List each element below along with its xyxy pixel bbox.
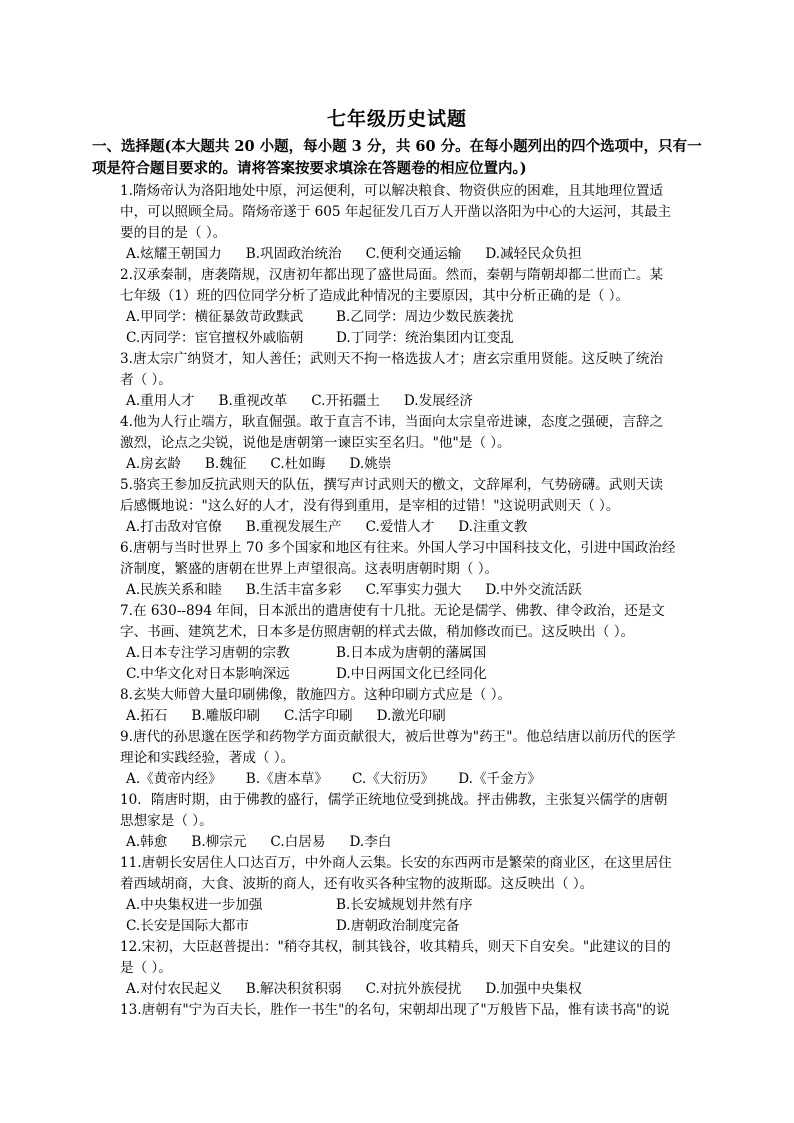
answer-option: D.注重文教 (458, 519, 528, 535)
answer-option: A.炫耀王朝国力 (126, 246, 222, 262)
page-title: 七年级历史试题 (326, 108, 467, 130)
option-row (120, 244, 676, 265)
answer-option: A.中央集权进一步加强 (126, 897, 263, 913)
option-row (120, 517, 676, 538)
option-row (120, 832, 676, 853)
answer-option: C.对抗外族侵扰 (365, 981, 462, 997)
answer-option: C.中华文化对日本影响深远 (126, 666, 290, 682)
answer-option: D.姚崇 (349, 456, 392, 472)
answer-option: B.雕版印刷 (191, 708, 261, 724)
answer-option: B.日本成为唐朝的藩属国 (336, 645, 487, 661)
answer-option: D.《千金方》 (458, 771, 541, 787)
answer-option: B.魏征 (204, 456, 247, 472)
answer-option: B.重视发展生产 (245, 519, 342, 535)
question-stem: 8.玄奘大师曾大量印刷佛像，散施四方。这种印刷方式应是（ ）。 (120, 687, 512, 703)
question-item (120, 937, 676, 1000)
answer-option: B.解决积贫积弱 (245, 981, 342, 997)
question-stem: 3.唐太宗广纳贤才，知人善任；武则天不拘一格选拔人才；唐玄宗重用贤能。这反映了统治者（ ）。 (120, 351, 664, 388)
answer-option: C.便利交通运输 (365, 246, 462, 262)
question-stem: 7.在 630--894 年间，日本派出的遣唐使有十几批。无论是儒学、佛教、律令政治，还是文字、书画、建筑艺术，日本多是仿照唐朝的样式去做，稍加修改而已。这反映出（ ）。 (120, 603, 665, 640)
option-row (120, 307, 676, 349)
answer-option: D.中日两国文化已经同化 (336, 666, 487, 682)
answer-option: C.杜如晦 (270, 456, 326, 472)
answer-option: C.军事实力强大 (365, 582, 462, 598)
answer-option: C.长安是国际大都市 (126, 918, 249, 934)
answer-option: A.民族关系和睦 (126, 582, 222, 598)
question-stem: 10．隋唐时期，由于佛教的盛行，儒学正统地位受到挑战。抨击佛教，主张复兴儒学的唐朝思想家是（ ）。 (120, 792, 668, 829)
question-item (120, 265, 676, 349)
answer-option: D.李白 (349, 834, 392, 850)
answer-option: C.开拓疆土 (311, 393, 380, 409)
answer-option: B.《唐本草》 (245, 771, 328, 787)
question-stem: 13.唐朝有"宁为百夫长，胜作一书生"的名句，宋朝却出现了"万般皆下品，惟有读书高"的说 (120, 1002, 670, 1018)
section-heading: 一、选择题(本大题共 20 小题，每小题 3 分，共 60 分。在每小题列出的四个选项中，只有一项是符合题目要求的。请将答案按要求填涂在答题卷的相应位置内。) (92, 138, 702, 177)
answer-option: B.重视改革 (218, 393, 288, 409)
question-item (120, 412, 676, 475)
question-item (120, 538, 676, 601)
answer-option: A.对付农民起义 (126, 981, 222, 997)
option-row (120, 769, 676, 790)
question-item (120, 601, 676, 685)
answer-option: A.甲同学：横征暴敛苛政黩武 (126, 309, 304, 325)
answer-option: D.激光印刷 (376, 708, 446, 724)
question-stem: 1.隋炀帝认为洛阳地处中原，河运便利，可以解决粮食、物资供应的困难，且其地理位置适中，可以照顾全局。隋炀帝遂于 605 年起征发几百万人开凿以洛阳为中心的大运河，其最主要的目的是（ ）。 (120, 183, 672, 241)
answer-option: C.活字印刷 (284, 708, 353, 724)
question-stem: 11.唐朝长安居住人口达百万，中外商人云集。长安的东西两市是繁荣的商业区，在这里居住着西域胡商，大食、波斯的商人，还有收买各种宝物的波斯邸。这反映出（ ）。 (120, 855, 672, 892)
question-stem: 2.汉承秦制，唐袭隋规，汉唐初年都出现了盛世局面。然而，秦朝与隋朝却都二世而亡。某七年级（1）班的四位同学分析了造成此种情况的主要原因，其中分析正确的是（ ）。 (120, 267, 664, 304)
answer-option: A.《黄帝内经》 (126, 771, 222, 787)
question-item (120, 1000, 676, 1021)
answer-option: A.打击敌对官僚 (126, 519, 222, 535)
question-stem: 12.宋初，大臣赵普提出："稍夺其权，制其钱谷，收其精兵，则天下自安矣。"此建议的目的是（ ）。 (120, 939, 671, 976)
question-stem: 5.骆宾王参加反抗武则天的队伍，撰写声讨武则天的檄文，文辞犀利，气势磅礴。武则天读后感慨地说："这么好的人才，没有得到重用，是宰相的过错！"这说明武则天（ ）。 (120, 477, 664, 514)
option-row (120, 580, 676, 601)
question-stem: 6.唐朝与当时世界上 70 多个国家和地区有往来。外国人学习中国科技文化，引进中国政治经济制度，繁盛的唐朝在世界上声望很高。这表明唐朝时期（ ）。 (120, 540, 676, 577)
answer-option: C.白居易 (270, 834, 326, 850)
answer-option: C.《大衍历》 (351, 771, 435, 787)
answer-option: A.房玄龄 (126, 456, 181, 472)
answer-option: D.发展经济 (403, 393, 473, 409)
answer-option: D.加强中央集权 (485, 981, 582, 997)
answer-option: B.乙同学：周边少数民族袭扰 (336, 309, 514, 325)
answer-option: D.丁同学：统治集团内讧变乱 (336, 330, 514, 346)
question-item (120, 475, 676, 538)
question-stem: 4.他为人行止端方，耿直倔强。敢于直言不讳，当面向太宗皇帝进谏，态度之强硬，言辞之激烈，论点之尖锐，说他是唐朝第一谏臣实至名归。"他"是（ ）。 (120, 414, 664, 451)
answer-option: D.中外交流活跃 (485, 582, 582, 598)
option-row (120, 706, 676, 727)
answer-option: C.丙同学：宦官擅权外戚临朝 (126, 330, 304, 346)
question-list (120, 181, 676, 1021)
option-row (120, 979, 676, 1000)
option-row (120, 643, 676, 685)
option-row (120, 895, 676, 937)
answer-option: B.生活丰富多彩 (245, 582, 342, 598)
answer-option: B.柳宗元 (191, 834, 247, 850)
answer-option: D.唐朝政治制度完备 (336, 918, 460, 934)
question-item (120, 790, 676, 853)
question-item (120, 727, 676, 790)
answer-option: A.韩愈 (126, 834, 168, 850)
answer-option: A.重用人才 (126, 393, 195, 409)
answer-option: B.长安城规划井然有序 (336, 897, 473, 913)
answer-option: C.爱惜人才 (365, 519, 435, 535)
question-item (120, 685, 676, 727)
question-item (120, 349, 676, 412)
question-item (120, 181, 676, 265)
answer-option: B.巩固政治统治 (245, 246, 342, 262)
answer-option: A.拓石 (126, 708, 168, 724)
question-item (120, 853, 676, 937)
option-row (120, 391, 676, 412)
answer-option: A.日本专注学习唐朝的宗教 (126, 645, 290, 661)
question-stem: 9.唐代的孙思邈在医学和药物学方面贡献很大，被后世尊为"药王"。他总结唐以前历代的医学理论和实践经验，著成（ ）。 (120, 729, 676, 766)
answer-option: D.减轻民众负担 (485, 246, 582, 262)
option-row (120, 454, 676, 475)
